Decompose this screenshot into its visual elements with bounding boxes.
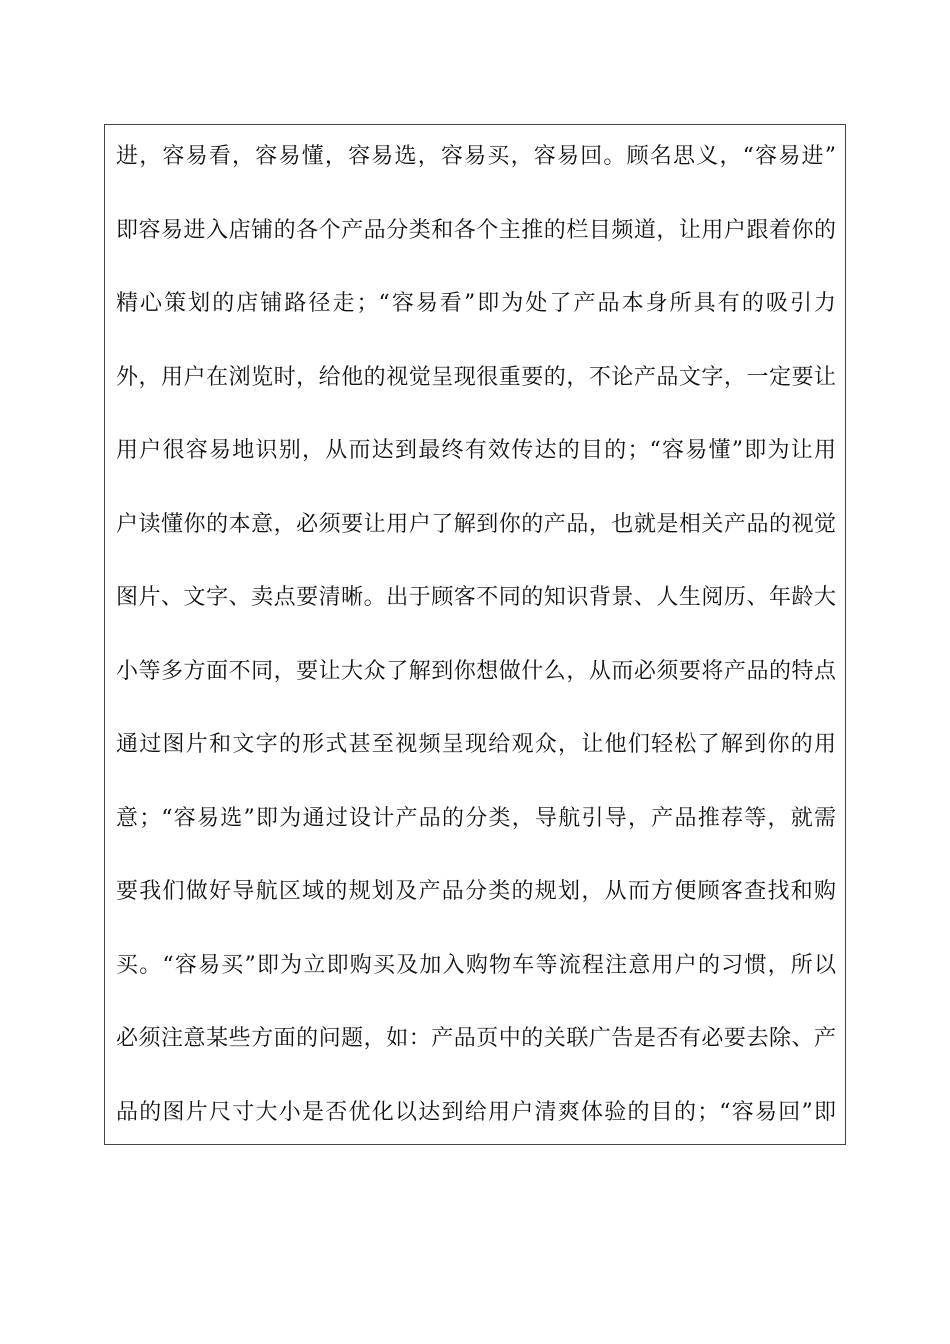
text-line-13: 必须注意某些方面的问题，如：产品页中的关联广告是否有必要去除、产	[116, 1026, 836, 1051]
text-line-7: 图片、文字、卖点要清晰。出于顾客不同的知识背景、人生阅历、年龄大	[116, 585, 836, 610]
text-line-2: 即容易进入店铺的各个产品分类和各个主推的栏目频道，让用户跟着你的	[116, 218, 836, 243]
text-line-11: 要我们做好导航区域的规划及产品分类的规划，从而方便顾客查找和购	[116, 879, 836, 904]
text-line-14: 品的图片尺寸大小是否优化以达到给用户清爽体验的目的；“容易回”即	[116, 1100, 836, 1125]
text-line-9: 通过图片和文字的形式甚至视频呈现给观众，让他们轻松了解到你的用	[116, 732, 836, 757]
text-line-12: 买。“容易买”即为立即购买及加入购物车等流程注意用户的习惯，所以	[116, 953, 836, 978]
text-line-3: 精心策划的店铺路径走；“容易看”即为处了产品本身所具有的吸引力	[116, 291, 836, 316]
text-line-4: 外，用户在浏览时，给他的视觉呈现很重要的，不论产品文字，一定要让	[116, 365, 836, 390]
text-line-10: 意；“容易选”即为通过设计产品的分类，导航引导，产品推荐等，就需	[116, 806, 836, 831]
text-line-1: 进，容易看，容易懂，容易选，容易买，容易回。顾名思义，“容易进”	[116, 144, 836, 169]
bordered-text-box	[104, 124, 846, 1145]
text-line-8: 小等多方面不同，要让大众了解到你想做什么，从而必须要将产品的特点	[116, 659, 836, 684]
text-line-5: 用户很容易地识别，从而达到最终有效传达的目的；“容易懂”即为让用	[116, 438, 836, 463]
text-line-6: 户读懂你的本意，必须要让用户了解到你的产品，也就是相关产品的视觉	[116, 512, 836, 537]
